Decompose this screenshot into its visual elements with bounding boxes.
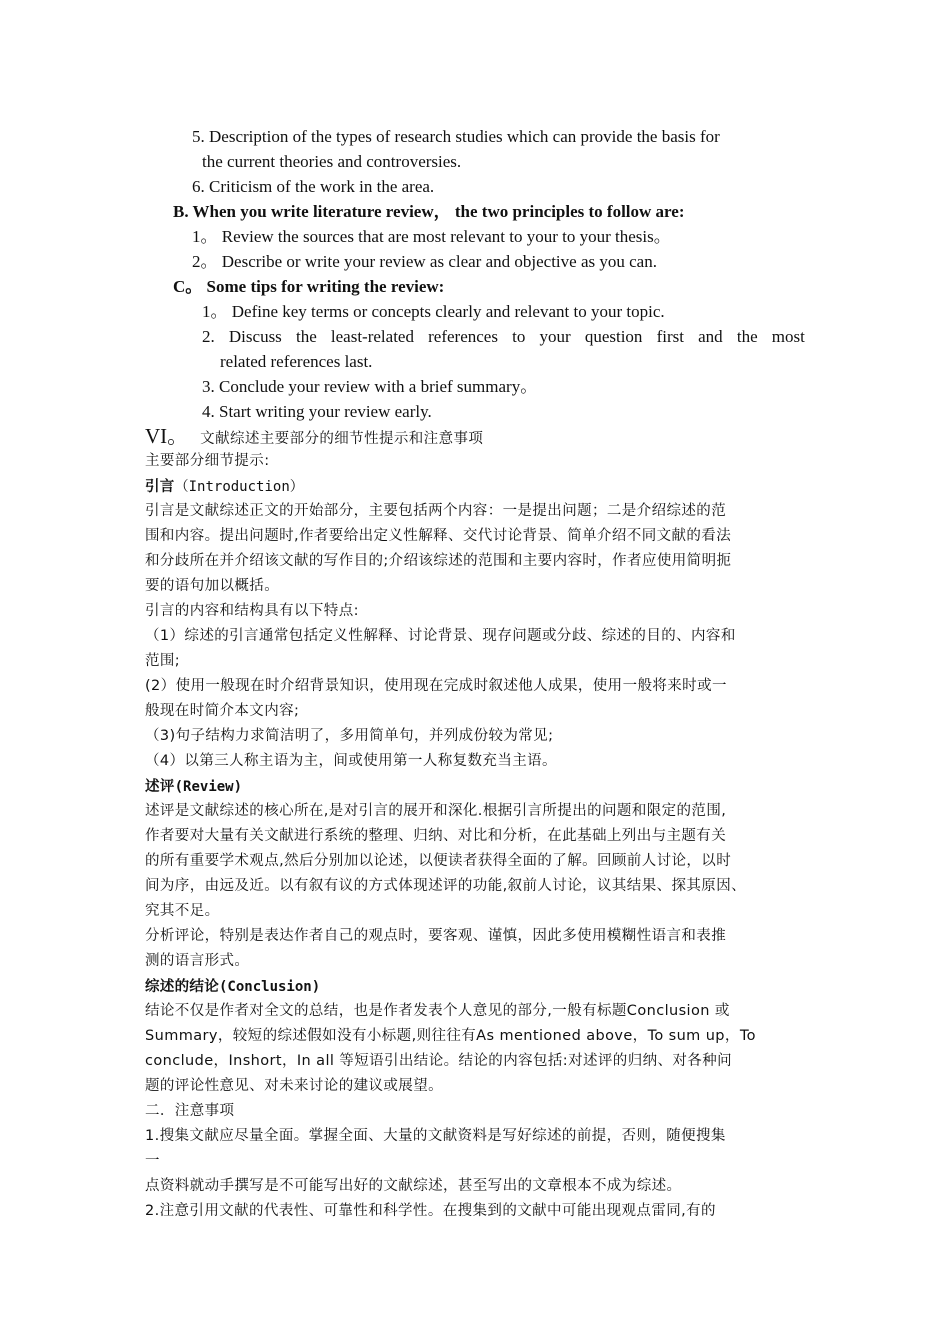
- conclusion-line: conclude，Inshort，In all 等短语引出结论。结论的内容包括:对述评的归纳、对各种问: [145, 1053, 732, 1069]
- intro-feature-line: (2）使用一般现在时介绍背景知识，使用现在完成时叙述他人成果，使用一般将来时或一: [145, 678, 727, 694]
- notes-line: 2.注意引用文献的代表性、可靠性和科学性。在搜集到的文献中可能出现观点雷同,有的: [145, 1203, 716, 1219]
- intro-heading-en: （Introduction）: [174, 479, 304, 495]
- tip-2-word: your: [539, 327, 571, 346]
- tip-2-word: question: [584, 327, 643, 346]
- principle-item-2: 2。 Describe or write your review as clear and objective as you can.: [192, 252, 657, 271]
- section-vi-numeral: VI。: [145, 424, 189, 448]
- intro-feature-line: 范围;: [145, 653, 181, 669]
- tip-item-4: 4. Start writing your review early.: [202, 402, 432, 421]
- tip-2-word: Discuss: [228, 327, 282, 346]
- intro-paragraph-line: 和分歧所在并介绍该文献的写作目的;介绍该综述的范围和主要内容时，作者应使用简明扼: [145, 553, 732, 569]
- tip-2-word: most: [771, 327, 805, 346]
- conclusion-heading-en: (Conclusion): [219, 979, 321, 995]
- tip-2-word: first: [656, 327, 684, 346]
- notes-line: 1.搜集文献应尽量全面。掌握全面、大量的文献资料是写好综述的前提，否则，随便搜集: [145, 1128, 726, 1144]
- conclusion-line: Summary，较短的综述假如没有小标题,则往往有As mentioned above，To sum up，To: [145, 1028, 756, 1044]
- heading-b-principles: B. When you write literature review， the two principles to follow are:: [173, 202, 685, 221]
- conclusion-heading-cn: 综述的结论: [145, 979, 219, 995]
- review-paragraph-line: 的所有重要学术观点,然后分别加以论述，以便读者获得全面的了解。回顾前人讨论，以时: [145, 853, 732, 869]
- review-paragraph-line: 作者要对大量有关文献进行系统的整理、归纳、对比和分析，在此基础上列出与主题有关: [145, 828, 727, 844]
- tip-item-3: 3. Conclude your review with a brief summary。: [202, 377, 538, 396]
- tip-2-word: references: [428, 327, 498, 346]
- tip-2-word: the: [295, 327, 317, 346]
- notes-heading: 二．注意事项: [145, 1103, 235, 1119]
- review-paragraph-line: 间为序，由远及近。以有叙有议的方式体现述评的功能,叙前人讨论，议其结果、探其原因、: [145, 878, 747, 894]
- notes-line: 点资料就动手撰写是不可能写出好的文献综述，甚至写出的文章根本不成为综述。: [145, 1178, 682, 1194]
- intro-feature-line: 般现在时简介本文内容;: [145, 703, 300, 719]
- intro-paragraph-line: 要的语句加以概括。: [145, 578, 280, 594]
- intro-heading-cn: 引言: [145, 479, 175, 495]
- review-heading-cn: 述评: [145, 779, 175, 795]
- intro-heading: [145, 474, 304, 500]
- tip-2-word: least-related: [330, 327, 414, 346]
- tip-item-2-line1: [202, 324, 805, 349]
- review-analysis-line: 分析评论，特别是表达作者自己的观点时，要客观、谨慎，因此多使用模糊性语言和表推: [145, 928, 727, 944]
- intro-feature-line: （3)句子结构力求简洁明了，多用简单句，并列成份较为常见;: [145, 728, 554, 744]
- notes-line: 一: [145, 1153, 160, 1169]
- intro-feature-line: （4）以第三人称主语为主，间或使用第一人称复数充当主语。: [145, 753, 557, 769]
- tip-2-word: and: [698, 327, 723, 346]
- principle-item-1: 1。 Review the sources that are most relevant to your to your thesis。: [192, 227, 671, 246]
- conclusion-line: 结论不仅是作者对全文的总结，也是作者发表个人意见的部分,一般有标题Conclusion 或: [145, 1003, 730, 1019]
- intro-features-lead: 引言的内容和结构具有以下特点:: [145, 603, 359, 619]
- tip-item-1: 1。 Define key terms or concepts clearly and relevant to your topic.: [202, 302, 665, 321]
- review-heading-en: (Review): [174, 779, 243, 795]
- list-item-5-line1: 5. Description of the types of research studies which can provide the basis for: [192, 127, 720, 146]
- intro-paragraph-line: 围和内容。提出问题时,作者要给出定义性解释、交代讨论背景、简单介绍不同文献的看法: [145, 528, 732, 544]
- review-analysis-line: 测的语言形式。: [145, 953, 250, 969]
- section-vi-heading: [145, 424, 483, 452]
- heading-c-tips: C。 Some tips for writing the review:: [173, 277, 445, 296]
- tip-2-word: 2.: [202, 327, 215, 346]
- intro-feature-line: （1）综述的引言通常包括定义性解释、讨论背景、现存问题或分歧、综述的目的、内容和: [145, 628, 736, 644]
- section-vi-subtitle: 主要部分细节提示:: [145, 453, 270, 469]
- review-paragraph-line: 述评是文献综述的核心所在,是对引言的展开和深化.根据引言所提出的问题和限定的范围,: [145, 803, 727, 819]
- tip-2-word: the: [736, 327, 758, 346]
- list-item-6: 6. Criticism of the work in the area.: [192, 177, 435, 196]
- section-vi-title: 文献综述主要部分的细节性提示和注意事项: [200, 431, 484, 447]
- conclusion-heading: [145, 974, 320, 1000]
- tip-2-word: to: [512, 327, 526, 346]
- conclusion-line: 题的评论性意见、对未来讨论的建议或展望。: [145, 1078, 443, 1094]
- review-paragraph-line: 究其不足。: [145, 903, 220, 919]
- list-item-5-line2: the current theories and controversies.: [202, 152, 462, 171]
- tip-item-2-line2: related references last.: [220, 352, 373, 371]
- intro-paragraph-line: 引言是文献综述正文的开始部分，主要包括两个内容：一是提出问题；二是介绍综述的范: [145, 503, 727, 519]
- review-heading: [145, 774, 242, 800]
